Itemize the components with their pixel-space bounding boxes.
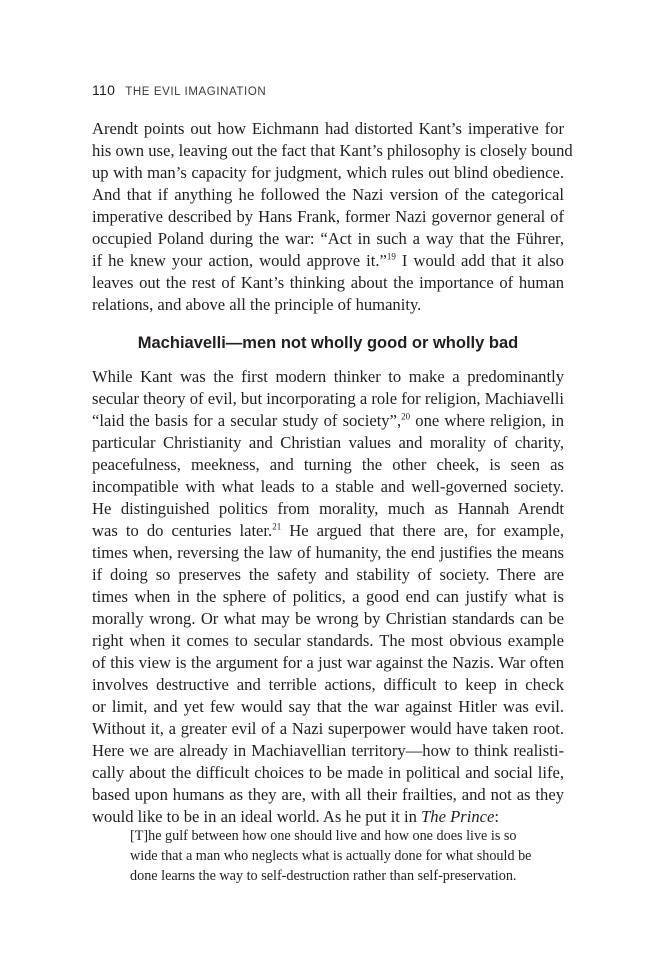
book-title: THE EVIL IMAGINATION bbox=[125, 86, 267, 98]
block-quote bbox=[130, 826, 530, 886]
page-number: 110 bbox=[92, 82, 116, 98]
quote-line: wide that a man who neglects what is actually done for what should be bbox=[130, 848, 532, 864]
text-line: imperative described by Hans Frank, former Nazi governor general of bbox=[92, 207, 564, 226]
footnote-ref-21[interactable]: 21 bbox=[272, 521, 282, 532]
text-line: incompatible with what leads to a stable and well-governed society. bbox=[92, 477, 564, 496]
text-line bbox=[92, 520, 564, 542]
text-line: relations, and above all the principle of humanity. bbox=[92, 295, 422, 314]
text-line: He distinguished politics from morality, much as Hannah Arendt bbox=[92, 499, 564, 518]
book-title-the-prince: The Prince bbox=[421, 807, 495, 826]
paragraph-eichmann bbox=[92, 118, 573, 316]
text-line bbox=[92, 410, 564, 432]
text-line: if doing so preserves the safety and stability of society. There are bbox=[92, 565, 564, 584]
text-line: leaves out the rest of Kant’s thinking about the importance of human bbox=[92, 273, 564, 292]
text-fragment: would like to be in an ideal world. As he put it in bbox=[92, 807, 422, 826]
text-line: right when it comes to secular standards. The most obvious example bbox=[92, 631, 564, 650]
text-line: secular theory of evil, but incorporating a role for religion, Machiavelli bbox=[92, 389, 564, 408]
text-line: morally wrong. Or what may be wrong by Christian standards can be bbox=[92, 609, 564, 628]
text-line: his own use, leaving out the fact that Kant’s philosophy is closely bound bbox=[92, 141, 573, 160]
quote-line: [T]he gulf between how one should live and how one does live is so bbox=[130, 828, 517, 844]
text-fragment: I would add that it also bbox=[395, 251, 564, 270]
text-line: based upon humans as they are, with all their frailties, and not as they bbox=[92, 785, 564, 804]
footnote-ref-19[interactable]: 19 bbox=[386, 251, 396, 262]
running-head bbox=[92, 82, 266, 98]
text-line bbox=[92, 250, 564, 272]
text-line: occupied Poland during the war: “Act in such a way that the Führer, bbox=[92, 229, 564, 248]
text-line: Arendt points out how Eichmann had distorted Kant’s imperative for bbox=[92, 119, 564, 138]
text-fragment: if he knew your action, would approve it.” bbox=[92, 251, 387, 270]
text-fragment: one where religion, in bbox=[410, 411, 564, 430]
text-line: times when, reversing the law of humanity, the end justifies the means bbox=[92, 543, 564, 562]
text-line: peacefulness, meekness, and turning the other cheek, is seen as bbox=[92, 455, 564, 474]
text-fragment: “laid the basis for a secular study of society”, bbox=[92, 411, 402, 430]
text-line: While Kant was the first modern thinker to make a predominantly bbox=[92, 367, 564, 386]
text-line: Here we are already in Machiavellian territory—how to think realisti- bbox=[92, 741, 564, 760]
text-fragment: was to do centuries later. bbox=[92, 521, 273, 540]
text-fragment: He argued that there are, for example, bbox=[281, 521, 564, 540]
text-line: times when in the sphere of politics, a good end can justify what is bbox=[92, 587, 564, 606]
text-line: particular Christianity and Christian values and morality of charity, bbox=[92, 433, 564, 452]
quote-line: done learns the way to self-destruction rather than self-preservation. bbox=[130, 868, 517, 884]
text-line: cally about the difficult choices to be made in political and social life, bbox=[92, 763, 564, 782]
text-line: of this view is the argument for a just war against the Nazis. War often bbox=[92, 653, 564, 672]
text-line: involves destructive and terrible actions, difficult to keep in check bbox=[92, 675, 564, 694]
text-line: or limit, and yet few would say that the war against Hitler was evil. bbox=[92, 697, 564, 716]
text-line: Without it, a greater evil of a Nazi superpower would have taken root. bbox=[92, 719, 564, 738]
paragraph-machiavelli bbox=[92, 366, 564, 828]
text-fragment: : bbox=[494, 807, 499, 826]
text-line: up with man’s capacity for judgment, which rules out blind obedience. bbox=[92, 163, 564, 182]
text-line: And that if anything he followed the Nazi version of the categorical bbox=[92, 185, 564, 204]
text-line bbox=[92, 806, 564, 828]
footnote-ref-20[interactable]: 20 bbox=[401, 411, 411, 422]
section-heading: Machiavelli—men not wholly good or wholly bad bbox=[137, 334, 519, 352]
